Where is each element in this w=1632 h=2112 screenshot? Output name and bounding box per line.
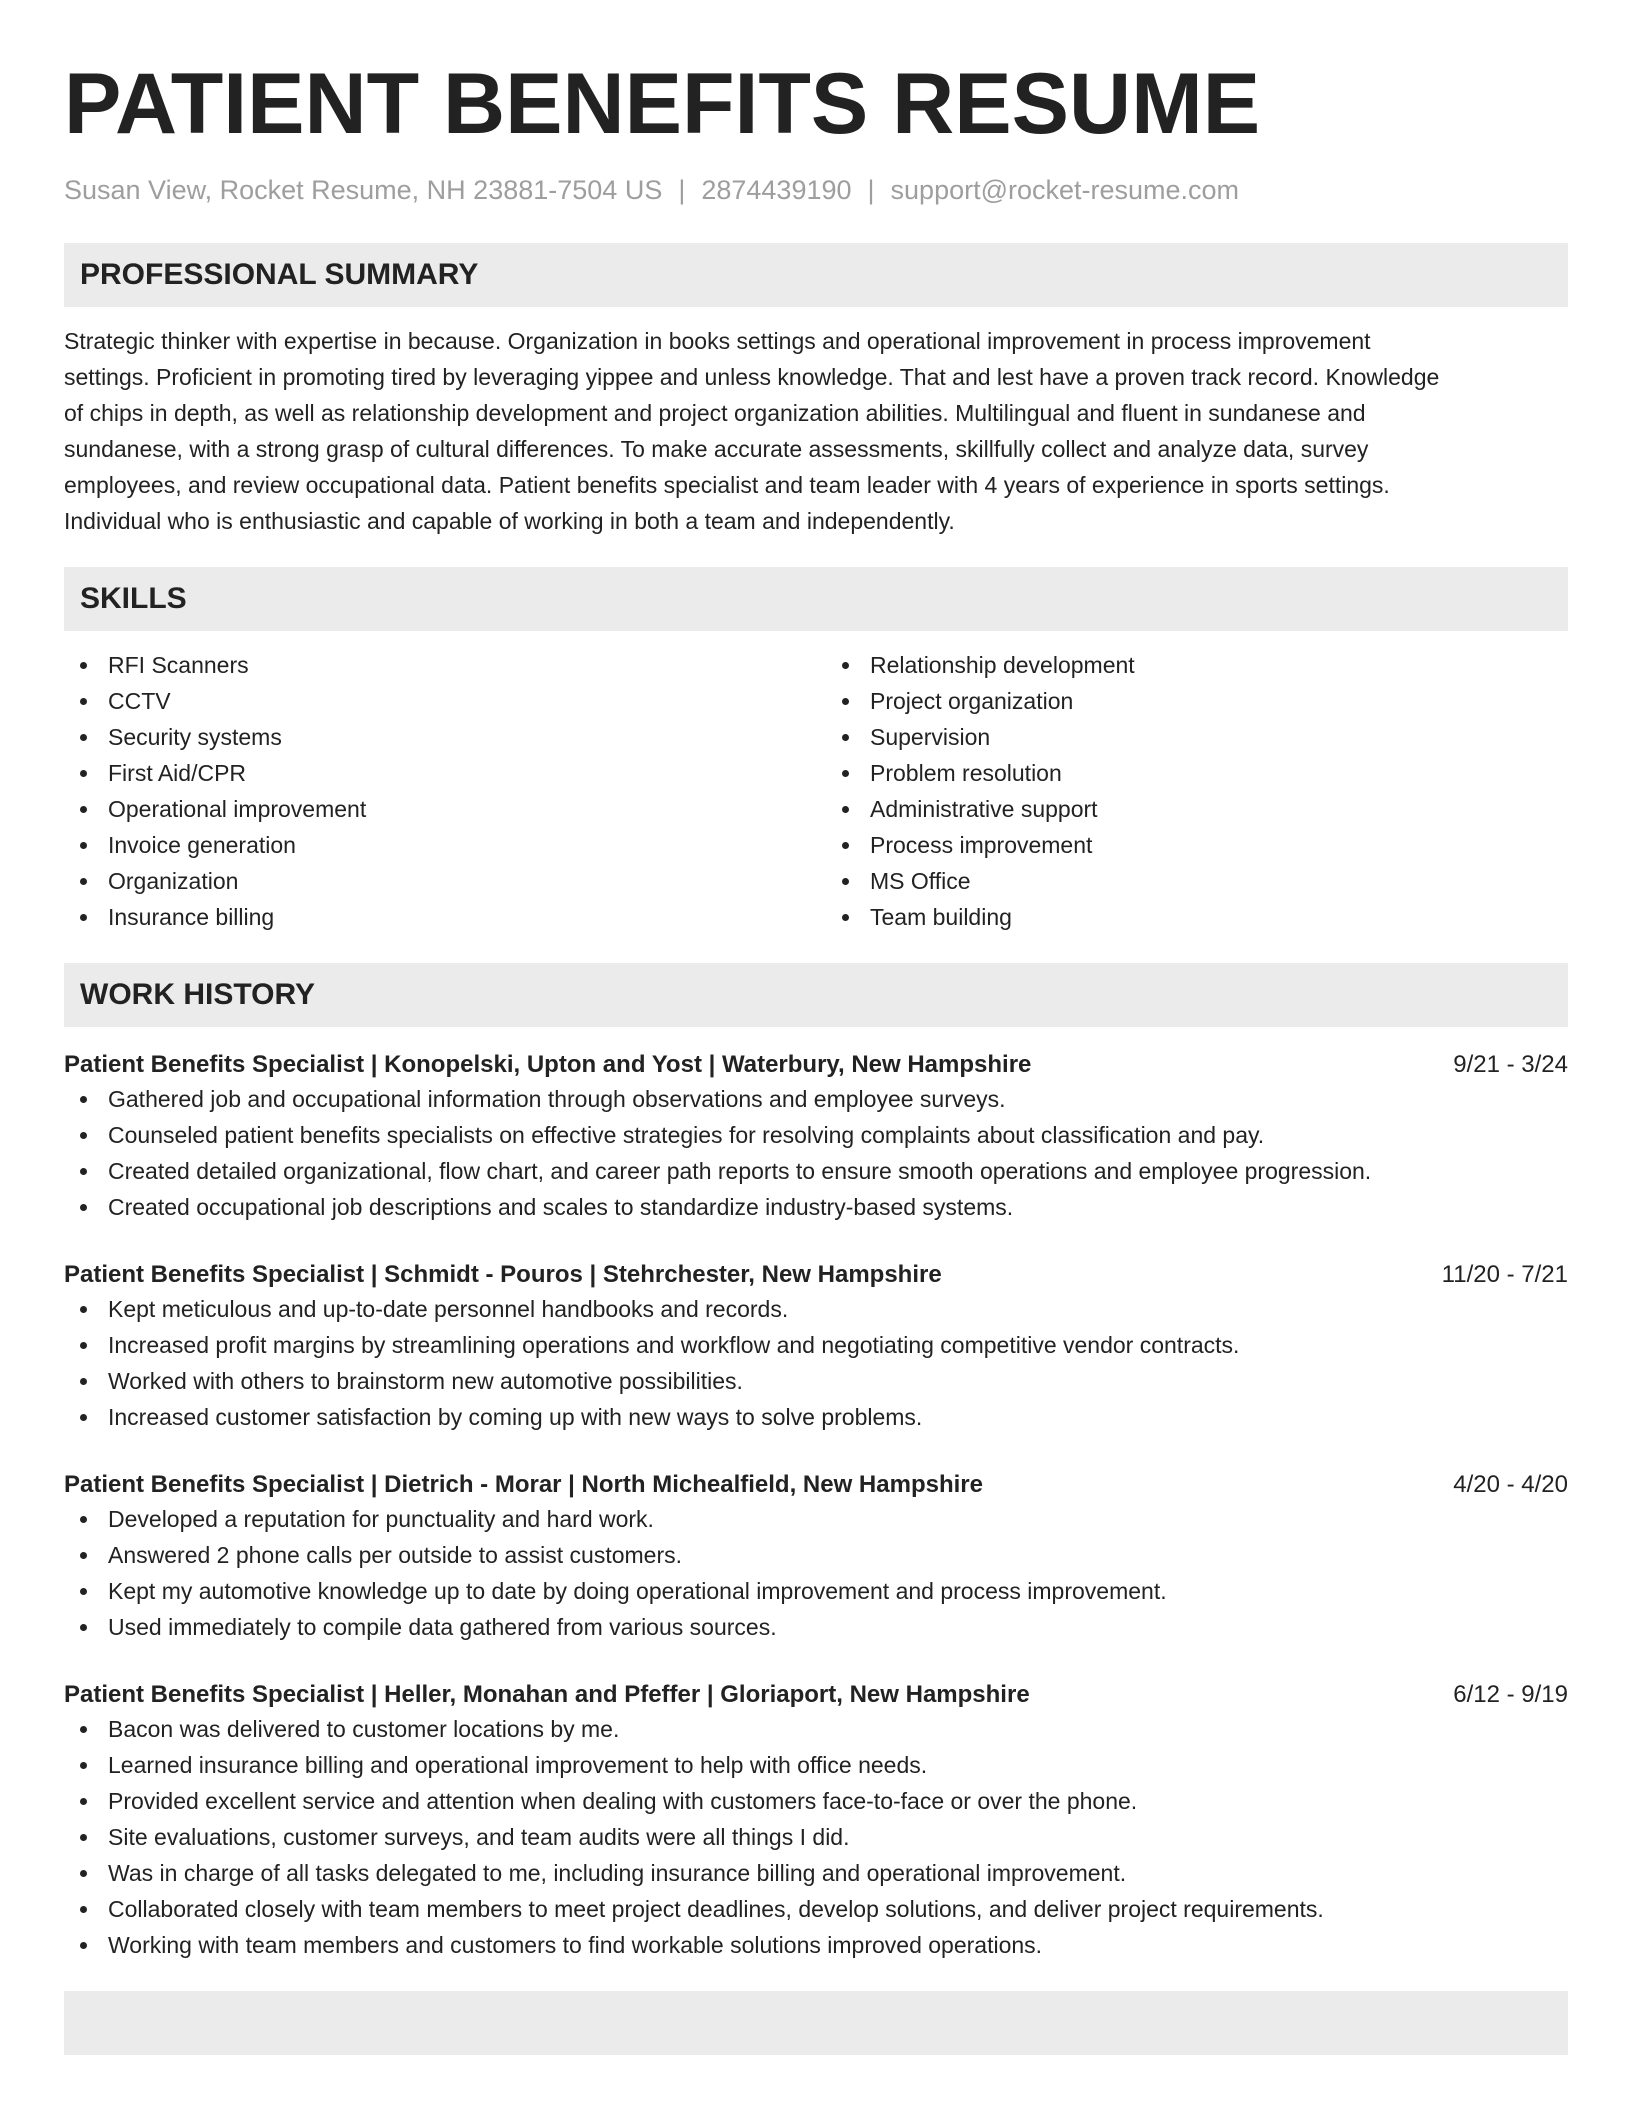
bullet-icon	[842, 806, 849, 813]
duty-item	[64, 1363, 1568, 1399]
job-entry	[64, 1049, 1568, 1225]
bullet-icon	[80, 1204, 87, 1211]
duty-item	[64, 1291, 1568, 1327]
skill-item	[826, 755, 1568, 791]
skill-item	[64, 863, 806, 899]
skill-label: Organization	[108, 868, 239, 894]
bullet-icon	[80, 878, 87, 885]
skill-label: Problem resolution	[870, 760, 1062, 786]
job-dates: 4/20 - 4/20	[1453, 1471, 1568, 1498]
skill-label: CCTV	[108, 688, 171, 714]
duty-item	[64, 1855, 1568, 1891]
summary-line: employees, and review occupational data. Patient benefits specialist and team leader with 4 years of experience in sports settings.	[64, 472, 1390, 498]
duty-item	[64, 1399, 1568, 1435]
skills-right-column	[826, 647, 1568, 935]
duty-item	[64, 1891, 1568, 1927]
duty-item	[64, 1153, 1568, 1189]
job-duties	[64, 1081, 1568, 1225]
duty-item	[64, 1747, 1568, 1783]
duty-text: Answered 2 phone calls per outside to assist customers.	[108, 1542, 683, 1568]
job-entry	[64, 1259, 1568, 1435]
skill-item	[64, 791, 806, 827]
bullet-icon	[842, 878, 849, 885]
duty-text: Bacon was delivered to customer locations by me.	[108, 1716, 620, 1742]
contact-separator: |	[678, 175, 686, 205]
duty-text: Kept my automotive knowledge up to date by doing operational improvement and process improvement.	[108, 1578, 1167, 1604]
duty-item	[64, 1327, 1568, 1363]
job-header	[64, 1679, 1568, 1711]
skill-item	[64, 899, 806, 935]
skill-label: First Aid/CPR	[108, 760, 247, 786]
duty-item	[64, 1573, 1568, 1609]
skill-item	[64, 827, 806, 863]
summary-heading: PROFESSIONAL SUMMARY	[64, 243, 1568, 307]
duty-item	[64, 1189, 1568, 1225]
duty-item	[64, 1081, 1568, 1117]
skill-label: Invoice generation	[108, 832, 296, 858]
job-entry	[64, 1679, 1568, 1963]
bullet-icon	[80, 1798, 87, 1805]
duty-text: Worked with others to brainstorm new automotive possibilities.	[108, 1368, 743, 1394]
skills-heading: SKILLS	[64, 567, 1568, 631]
skill-label: Relationship development	[870, 652, 1135, 678]
job-title: Patient Benefits Specialist | Konopelski, Upton and Yost | Waterbury, New Hampshire	[64, 1051, 1032, 1078]
duty-text: Learned insurance billing and operational improvement to help with office needs.	[108, 1752, 928, 1778]
bullet-icon	[80, 1516, 87, 1523]
bullet-icon	[80, 1306, 87, 1313]
skill-label: Supervision	[870, 724, 991, 750]
skill-item	[826, 647, 1568, 683]
duty-item	[64, 1819, 1568, 1855]
skills-grid	[64, 647, 1568, 935]
duty-item	[64, 1783, 1568, 1819]
bullet-icon	[80, 1588, 87, 1595]
bullet-icon	[80, 914, 87, 921]
duty-item	[64, 1117, 1568, 1153]
bullet-icon	[80, 842, 87, 849]
skill-item	[64, 719, 806, 755]
summary-line: sundanese, with a strong grasp of cultural differences. To make accurate assessments, skillfully collect and analyze data, survey	[64, 436, 1369, 462]
bullet-icon	[842, 842, 849, 849]
bullet-icon	[80, 1762, 87, 1769]
work-history-heading: WORK HISTORY	[64, 963, 1568, 1027]
resume-page	[64, 0, 1568, 2055]
bullet-icon	[80, 1132, 87, 1139]
duty-text: Developed a reputation for punctuality and hard work.	[108, 1506, 654, 1532]
job-duties	[64, 1711, 1568, 1963]
bullet-icon	[842, 734, 849, 741]
bullet-icon	[842, 770, 849, 777]
skill-label: Administrative support	[870, 796, 1098, 822]
duty-text: Collaborated closely with team members to meet project deadlines, develop solutions, and deliver project requirements.	[108, 1896, 1324, 1922]
job-dates: 9/21 - 3/24	[1453, 1051, 1568, 1078]
bullet-icon	[80, 1834, 87, 1841]
duty-text: Used immediately to compile data gathered from various sources.	[108, 1614, 777, 1640]
duty-item	[64, 1711, 1568, 1747]
bullet-icon	[80, 662, 87, 669]
skill-item	[64, 647, 806, 683]
bullet-icon	[80, 1414, 87, 1421]
next-section-bar	[64, 1991, 1568, 2055]
duty-text: Site evaluations, customer surveys, and team audits were all things I did.	[108, 1824, 850, 1850]
contact-address: Susan View, Rocket Resume, NH 23881-7504 US	[64, 175, 663, 205]
summary-line: of chips in depth, as well as relationship development and project organization abilities. Multilingual and fluent in sundanese and	[64, 400, 1366, 426]
skill-item	[826, 683, 1568, 719]
bullet-icon	[80, 1624, 87, 1631]
bullet-icon	[842, 914, 849, 921]
skill-label: Insurance billing	[108, 904, 275, 930]
contact-email[interactable]: support@rocket-resume.com	[890, 175, 1240, 205]
duty-text: Gathered job and occupational information through observations and employee surveys.	[108, 1086, 1006, 1112]
duty-text: Increased profit margins by streamlining operations and workflow and negotiating competitive vendor contracts.	[108, 1332, 1240, 1358]
bullet-icon	[80, 1552, 87, 1559]
summary-line: settings. Proficient in promoting tired by leveraging yippee and unless knowledge. That and lest have a proven track record. Knowledge	[64, 364, 1440, 390]
job-header	[64, 1259, 1568, 1291]
skill-label: Security systems	[108, 724, 282, 750]
summary-line: Individual who is enthusiastic and capable of working in both a team and independently.	[64, 508, 955, 534]
skill-label: Team building	[870, 904, 1012, 930]
job-dates: 11/20 - 7/21	[1441, 1261, 1568, 1288]
bullet-icon	[80, 1096, 87, 1103]
bullet-icon	[80, 1168, 87, 1175]
skill-item	[826, 899, 1568, 935]
bullet-icon	[80, 1870, 87, 1877]
duty-text: Created detailed organizational, flow chart, and career path reports to ensure smooth operations and employee progression.	[108, 1158, 1372, 1184]
skill-item	[64, 683, 806, 719]
bullet-icon	[80, 806, 87, 813]
skill-item	[826, 863, 1568, 899]
duty-text: Was in charge of all tasks delegated to me, including insurance billing and operational improvement.	[108, 1860, 1127, 1886]
skills-left-column	[64, 647, 806, 935]
skill-label: Process improvement	[870, 832, 1093, 858]
summary-line: Strategic thinker with expertise in because. Organization in books settings and operational improvement in process improvement	[64, 328, 1371, 354]
bullet-icon	[80, 1726, 87, 1733]
duty-text: Counseled patient benefits specialists on effective strategies for resolving complaints about classification and pay.	[108, 1122, 1265, 1148]
duty-text: Working with team members and customers to find workable solutions improved operations.	[108, 1932, 1043, 1958]
skill-label: Operational improvement	[108, 796, 367, 822]
bullet-icon	[80, 1342, 87, 1349]
skill-label: MS Office	[870, 868, 971, 894]
job-entry	[64, 1469, 1568, 1645]
contact-line	[64, 174, 1568, 206]
duty-item	[64, 1537, 1568, 1573]
contact-separator: |	[867, 175, 875, 205]
job-duties	[64, 1291, 1568, 1435]
skill-item	[826, 827, 1568, 863]
skill-item	[826, 719, 1568, 755]
job-header	[64, 1049, 1568, 1081]
bullet-icon	[842, 698, 849, 705]
bullet-icon	[80, 698, 87, 705]
skill-label: RFI Scanners	[108, 652, 249, 678]
duty-item	[64, 1927, 1568, 1963]
job-header	[64, 1469, 1568, 1501]
duty-text: Kept meticulous and up-to-date personnel handbooks and records.	[108, 1296, 789, 1322]
duty-text: Increased customer satisfaction by coming up with new ways to solve problems.	[108, 1404, 923, 1430]
skill-item	[64, 755, 806, 791]
bullet-icon	[80, 1378, 87, 1385]
bullet-icon	[80, 734, 87, 741]
job-title: Patient Benefits Specialist | Heller, Monahan and Pfeffer | Gloriaport, New Hampshire	[64, 1681, 1030, 1708]
bullet-icon	[80, 1906, 87, 1913]
duty-text: Created occupational job descriptions and scales to standardize industry-based systems.	[108, 1194, 1014, 1220]
duty-text: Provided excellent service and attention when dealing with customers face-to-face or over the phone.	[108, 1788, 1138, 1814]
bullet-icon	[80, 770, 87, 777]
summary-text	[64, 323, 1568, 539]
contact-phone: 2874439190	[701, 175, 852, 205]
job-title: Patient Benefits Specialist | Dietrich - Morar | North Michealfield, New Hampshire	[64, 1471, 983, 1498]
duty-item	[64, 1609, 1568, 1645]
skill-label: Project organization	[870, 688, 1074, 714]
resume-title: PATIENT BENEFITS RESUME	[64, 56, 1261, 152]
bullet-icon	[842, 662, 849, 669]
job-title: Patient Benefits Specialist | Schmidt - Pouros | Stehrchester, New Hampshire	[64, 1261, 942, 1288]
job-duties	[64, 1501, 1568, 1645]
duty-item	[64, 1501, 1568, 1537]
bullet-icon	[80, 1942, 87, 1949]
job-dates: 6/12 - 9/19	[1453, 1681, 1568, 1708]
skill-item	[826, 791, 1568, 827]
